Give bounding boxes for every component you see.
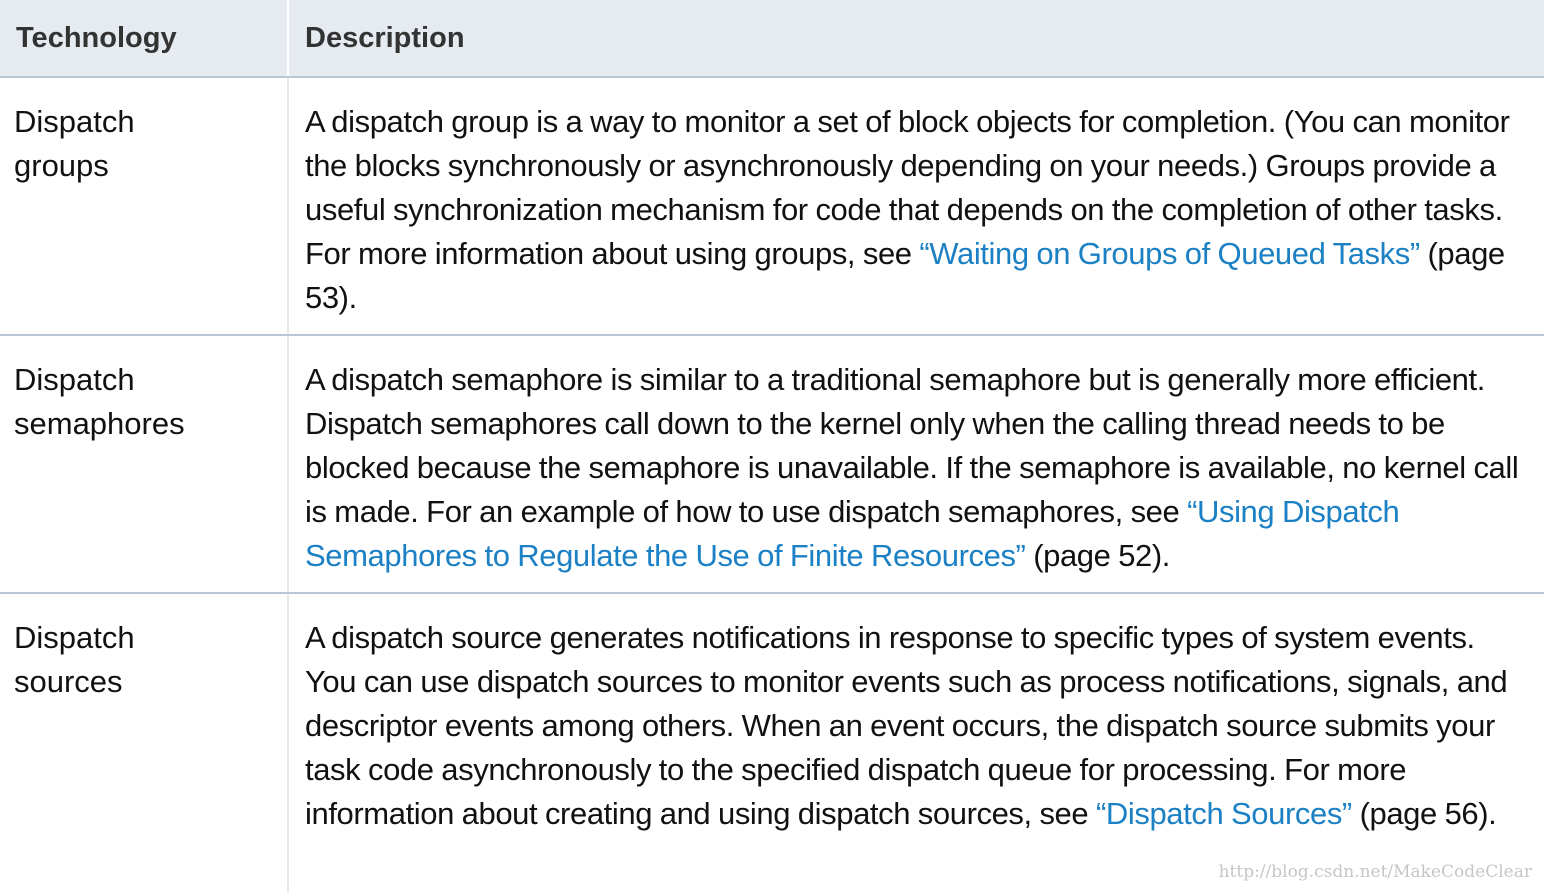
page-reference: (page 53).	[305, 236, 1505, 315]
description-text: A dispatch semaphore is similar to a traditional semaphore but is generally more efficient. Dispatch semaphores call down to the kernel only when the calling thread needs to be blocked because the semaphore is unavailable. If the semaphore is available, no kernel call is made. For an example of how to use dispatch semaphores, see	[305, 362, 1519, 529]
page-reference: (page 52).	[1025, 538, 1171, 573]
technology-name-cont: semaphores	[14, 406, 185, 441]
description-text: A dispatch group is a way to monitor a set of block objects for completion. (You can monitor the blocks synchronously or asynchronously depending on your needs.) Groups provide a useful synchronization mechanism for code that depends on the completion of other tasks. For more information about using groups, see	[305, 104, 1510, 271]
technology-cell	[0, 593, 288, 892]
table-row	[0, 77, 1544, 335]
description-text: A dispatch source generates notifications in response to specific types of system events. You can use dispatch sources to monitor events such as process notifications, signals, and descriptor events among others. When an event occurs, the dispatch source submits your task code asynchronously to the specified dispatch queue for processing. For more information about creating and using dispatch sources, see	[305, 620, 1508, 831]
watermark: http://blog.csdn.net/MakeCodeClear	[1218, 862, 1532, 882]
table-header	[0, 0, 1544, 77]
technology-cell	[0, 77, 288, 335]
technology-name-cont: sources	[14, 664, 123, 699]
header-description: Description	[288, 0, 1544, 77]
description-cell	[288, 77, 1544, 335]
description-cell	[288, 593, 1544, 892]
page-reference: (page 56).	[1351, 796, 1497, 831]
header-technology: Technology	[0, 0, 288, 77]
description-cell	[288, 335, 1544, 593]
cross-reference-link[interactable]: “Using Dispatch Semaphores to Regulate the Use of Finite Resources”	[305, 494, 1400, 573]
table-row	[0, 335, 1544, 593]
table-row	[0, 593, 1544, 892]
technology-name: Dispatch	[14, 362, 135, 397]
technology-name-cont: groups	[14, 148, 109, 183]
technology-name: Dispatch	[14, 620, 135, 655]
technology-name: Dispatch	[14, 104, 135, 139]
cross-reference-link[interactable]: “Waiting on Groups of Queued Tasks”	[919, 236, 1420, 271]
technology-cell	[0, 335, 288, 593]
cross-reference-link[interactable]: “Dispatch Sources”	[1095, 796, 1352, 831]
